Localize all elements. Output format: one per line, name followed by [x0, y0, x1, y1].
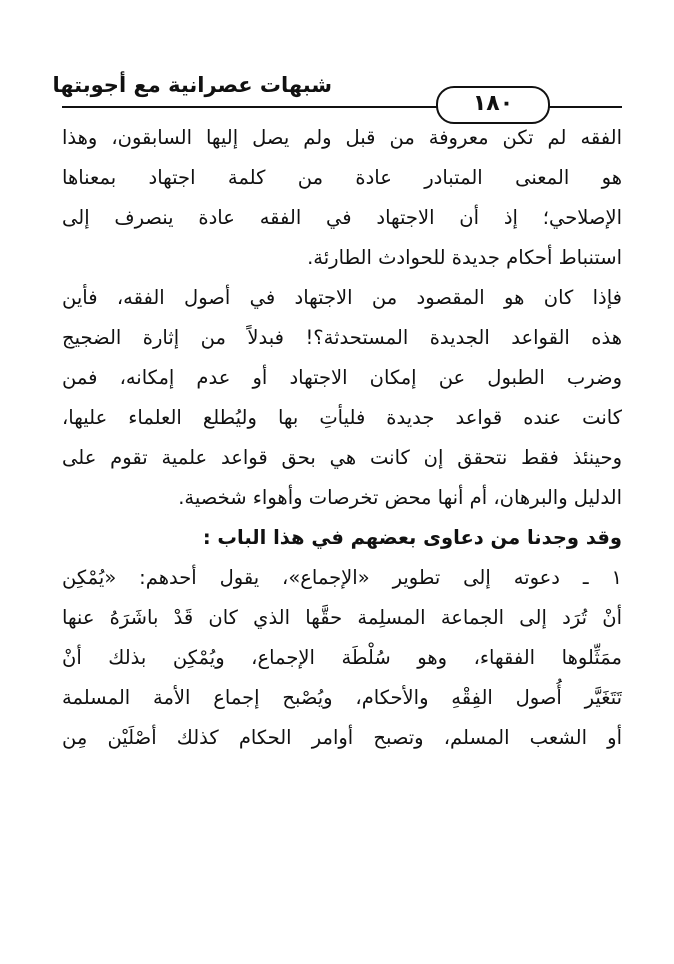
section-heading: وقد وجدنا من دعاوى بعضهم في هذا الباب : [202, 526, 622, 549]
text-line: فإذا كان هو المقصود من الاجتهاد في أصول الفقه، فأين [62, 286, 622, 309]
body-text [62, 118, 622, 758]
text-line: تَتَغَيَّر أُصول الفِقْهِ والأحكام، ويُصْبح إجماع الأمة المسلمة [62, 686, 622, 709]
text-line: أو الشعب المسلم، وتصبح أوامر الحكام كذلك أصْلَيْن مِن [62, 726, 622, 749]
text-line: وضرب الطبول عن إمكان الاجتهاد أو عدم إمكانه، فمن [62, 366, 622, 389]
text-line: كانت عنده قواعد جديدة فليأتِ بها وليُطلع العلماء عليها، [62, 406, 622, 429]
running-title: شبهات عصرانية مع أجوبتها [52, 73, 332, 97]
text-line: هو المعنى المتبادر عادة من كلمة اجتهاد بمعناها [62, 166, 622, 189]
text-line: هذه القواعد الجديدة المستحدثة؟! فبدلاً من إثارة الضجيج [62, 326, 622, 349]
page-number: ١٨٠ [436, 86, 550, 124]
text-line: الفقه لم تكن معروفة من قبل ولم يصل إليها السابقون، وهذا [62, 126, 622, 149]
text-line: الإصلاحي؛ إذ أن الاجتهاد في الفقه عادة ينصرف إلى [62, 206, 622, 229]
text-line: أنْ تُرَد إلى الجماعة المسلِمة حقَّها الذي كان قَدْ باشَرَهُ عنها [62, 606, 622, 629]
text-line: ممَثِّلوها الفقهاء، وهو سُلْطَة الإجماع، ويُمْكِن بذلك أنْ [62, 646, 622, 669]
text-line: وحينئذ فقط نتحقق إن كانت هي بحق قواعد علمية تقوم على [62, 446, 622, 469]
text-line: ١ ـ دعوته إلى تطوير «الإجماع»، يقول أحدهم: «يُمْكِن [62, 566, 622, 589]
text-line: الدليل والبرهان، أم أنها محض تخرصات وأهواء شخصية. [178, 486, 622, 509]
text-line: استنباط أحكام جديدة للحوادث الطارئة. [307, 246, 622, 269]
